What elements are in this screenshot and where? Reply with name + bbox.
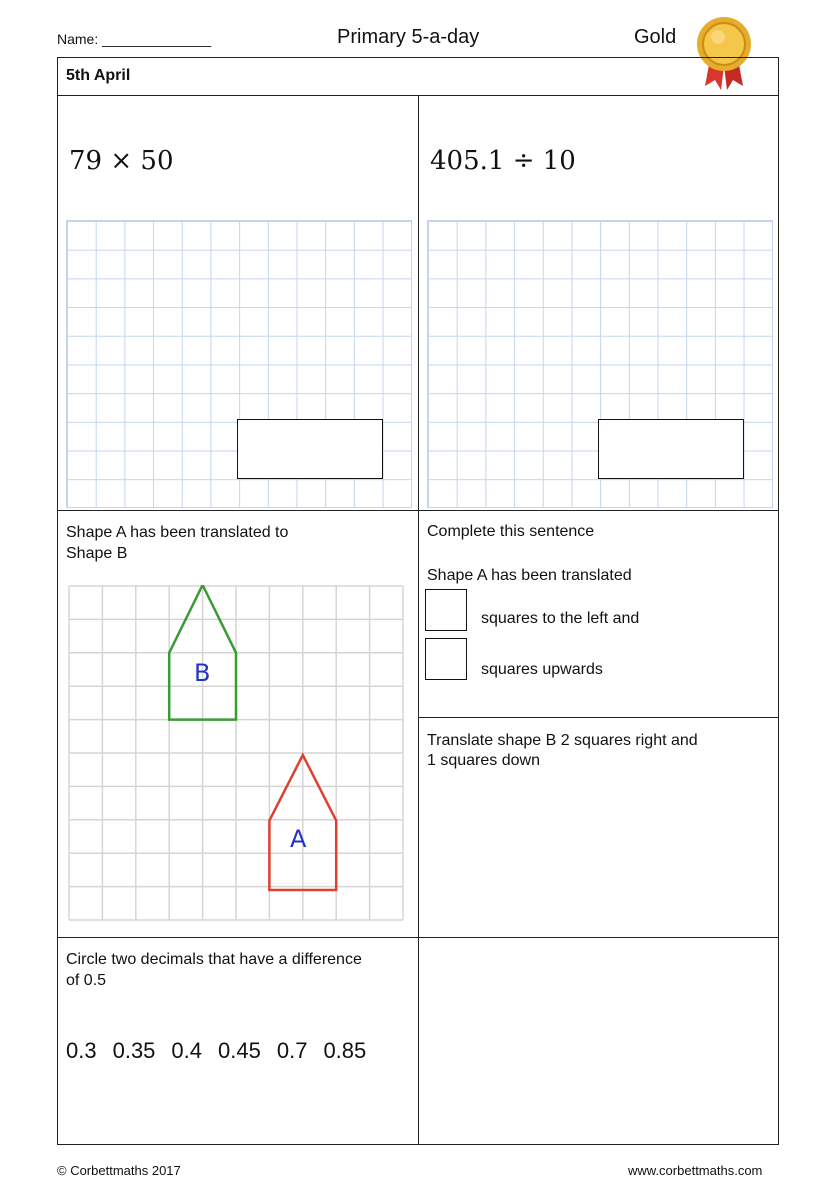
level-label: Gold — [634, 26, 677, 48]
question-1-expression: 79 × 50 — [69, 146, 174, 176]
decimal-option[interactable]: 0.3 — [66, 1038, 97, 1063]
question-2-expression: 405.1 ÷ 10 — [430, 146, 576, 176]
question-6-line1: Circle two decimals that have a difference — [66, 951, 362, 968]
question-4-line3: squares upwards — [481, 661, 603, 678]
answer-box[interactable] — [598, 419, 744, 479]
decimal-option[interactable]: 0.7 — [276, 1038, 308, 1063]
question-2-cell — [418, 95, 779, 511]
decimal-options — [66, 1038, 366, 1064]
question-4-line2: squares to the left and — [481, 610, 640, 627]
question-4-line1: Shape A has been translated — [427, 567, 632, 584]
up-squares-answer-box[interactable] — [425, 638, 467, 680]
date-label: 5th April — [66, 67, 131, 84]
shape-b-label: B — [194, 659, 211, 687]
copyright-text: © Corbettmaths 2017 — [57, 1163, 181, 1178]
decimal-option[interactable]: 0.4 — [171, 1038, 203, 1063]
question-4-heading: Complete this sentence — [427, 523, 595, 540]
question-5-line1: Translate shape B 2 squares right and — [427, 732, 698, 749]
name-label: Name: ______________ — [57, 31, 212, 47]
question-6-line2: of 0.5 — [66, 972, 107, 989]
answer-box[interactable] — [237, 419, 383, 479]
question-6-cell — [57, 937, 419, 1145]
page-title: Primary 5-a-day — [337, 26, 480, 48]
date-row — [57, 57, 779, 96]
question-4-cell — [418, 510, 779, 718]
left-squares-answer-box[interactable] — [425, 589, 467, 631]
question-5-cell — [418, 717, 779, 938]
question-1-cell — [57, 95, 419, 511]
question-3-cell — [57, 510, 419, 938]
question-3-prompt-line1: Shape A has been translated to — [66, 524, 289, 541]
empty-cell — [418, 937, 779, 1145]
question-3-prompt-line2: Shape B — [66, 545, 128, 562]
decimal-option[interactable]: 0.85 — [323, 1038, 367, 1063]
translation-grid — [68, 585, 404, 921]
question-5-line2: 1 squares down — [427, 752, 540, 769]
shape-a-label: A — [290, 825, 307, 853]
decimal-option[interactable]: 0.35 — [112, 1038, 156, 1063]
grid-lines — [69, 586, 403, 920]
decimal-option[interactable]: 0.45 — [218, 1038, 261, 1063]
website-link[interactable]: www.corbettmaths.com — [628, 1163, 763, 1178]
